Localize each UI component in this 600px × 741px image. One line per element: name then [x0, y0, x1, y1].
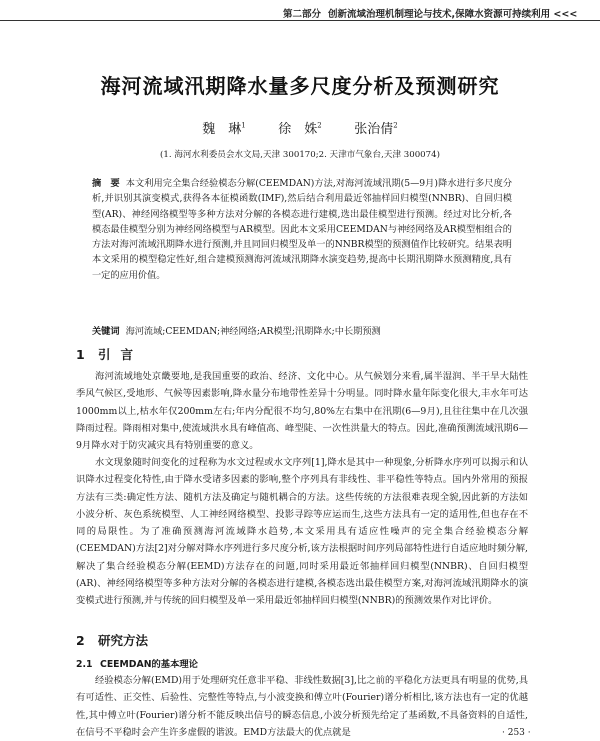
header-section: 第二部分 [283, 9, 322, 20]
section-name: 研究方法 [98, 633, 149, 648]
author-mark: 1 [241, 121, 246, 130]
section-heading-methods [76, 631, 148, 649]
author-mark: 2 [393, 121, 398, 130]
subsection-number: 2.1 [76, 659, 93, 670]
running-header [0, 0, 600, 22]
page-number: · 253 · [502, 728, 531, 738]
subsection-name: CEEMDAN的基本理论 [100, 659, 198, 670]
keywords-text: 海河流域;CEEMDAN;神经网络;AR模型;汛期降水;中长期预测 [125, 326, 381, 337]
header-text: 创新流域治理机制理论与技术,保障水资源可持续利用 <<< [328, 9, 578, 20]
abstract-text: 本文利用完全集合经验模态分解(CEEMDAN)方法,对海河流域汛期(5—9月)降水进行多尺度分析,并识别其演变模式,获得各本征模函数(IMF),然后结合利用最近邻抽样回归模型(NNBR)、自回归模型(AR)、神经网络模型等多种方法对分解的各模态进行建模,选出最佳模型进行预测。经过对比分析,各模态最佳模型分别为神经网络模型与AR模型。因此本文采用CEEMDAN与神经网络及AR模型相组合的方法对海河流域汛期降水进行预测,并且同回归模型及单一的NNBR模型的预测值作比较研究。结果表明本文采用的模型稳定性好,组合建模预测海河流域汛期降水演变趋势,提高中长期汛期降水预测精度,具有一定的应用价值。 [92, 178, 513, 281]
subsection-heading [76, 656, 198, 670]
paragraph-intro-1: 海河流域地处京畿要地,是我国重要的政治、经济、文化中心。从气候划分来看,属半湿润、半干旱大陆性季风气候区,受地形、气候等因素影响,降水量分布地带性差异十分明显。同时降水量年际变化很大,丰水年可达1000mm以上,枯水年仅200mm左右;年内分配很不均匀,80%左右集中在汛期(6—9月),且往往集中在几次强降雨过程。降雨相对集中,使流域洪水具有峰值高、峰型陡、一次性洪量大的特点。因此,准确预测流域汛期6—9月降水对于防灾减灾具有特别重要的意义。 [76, 371, 528, 452]
author-mark: 2 [317, 121, 322, 130]
abstract-label: 摘 要 [92, 178, 120, 189]
abstract [92, 176, 512, 283]
header-rule [0, 20, 600, 21]
affiliation: (1. 海河水利委员会水文局,天津 300170;2. 天津市气象台,天津 300074) [160, 150, 440, 160]
author-list [0, 118, 600, 137]
paragraph-methods-1: 经验模态分解(EMD)用于处理研究任意非平稳、非线性数据[3],比之前的平稳化方法更具有明显的优势,具有可适性、正交性、后验性、完整性等特点,与小波变换和傅立叶(Fourier)谱分析相比,该方法也有一定的优越性,其中傅立叶(Fourier)谱分析不能反映出信号的瞬态信息,小波分析预先给定了基函数,不具备资料的自适性,在信号不平稳时会产生许多虚假的谐波。EMD方法最大的优点就是 [76, 675, 528, 738]
keywords-label: 关键词 [92, 326, 120, 337]
author-name: 魏 琳 [202, 122, 242, 137]
author-name: 张治倩 [354, 122, 394, 137]
section-name: 引言 [98, 347, 144, 362]
section-number: 2 [76, 633, 85, 648]
paragraph-intro-2: 水文现象随时间变化的过程称为水文过程或水文序列[1],降水是其中一种现象,分析降水序列可以揭示和认识降水过程变化特性,由于降水受诸多因素的影响,整个序列具有非线性、非平稳性等特点。国内外常用的预报方法有三类:确定性方法、随机方法及确定与随机耦合的方法。这些传统的方法很难表现全貌,因此新的方法如小波分析、灰色系统模型、人工神经网络模型、投影寻踪等应运而生,这些方法具有一定的适用性,但也存在不同的局限性。为了准确预测海河流域降水趋势,本文采用具有适应性噪声的完全集合经验模态分解(CEEMDAN)方法[2]对分解对降水序列进行多尺度分析,该方法根据时间序列局部特性进行自适应地时频分解,解决了集合经验模态分解(EEMD)方法存在的问题,同时采用最近邻抽样回归模型(NNBR)、自回归模型(AR)、神经网络模型等多种方法对分解的各模态进行建模,各模态选出最佳模型方案,对海河流域汛期降水的演变模式进行预测,并与传统的回归模型及单一采用最近邻抽样回归模型(NNBR)的预测效果作对比评价。 [76, 457, 528, 607]
section-heading-intro [76, 345, 143, 363]
paper-title: 海河流域汛期降水量多尺度分析及预测研究 [100, 74, 500, 98]
author-name: 徐 姝 [278, 122, 318, 137]
keywords [92, 324, 512, 339]
section-number: 1 [76, 347, 85, 362]
